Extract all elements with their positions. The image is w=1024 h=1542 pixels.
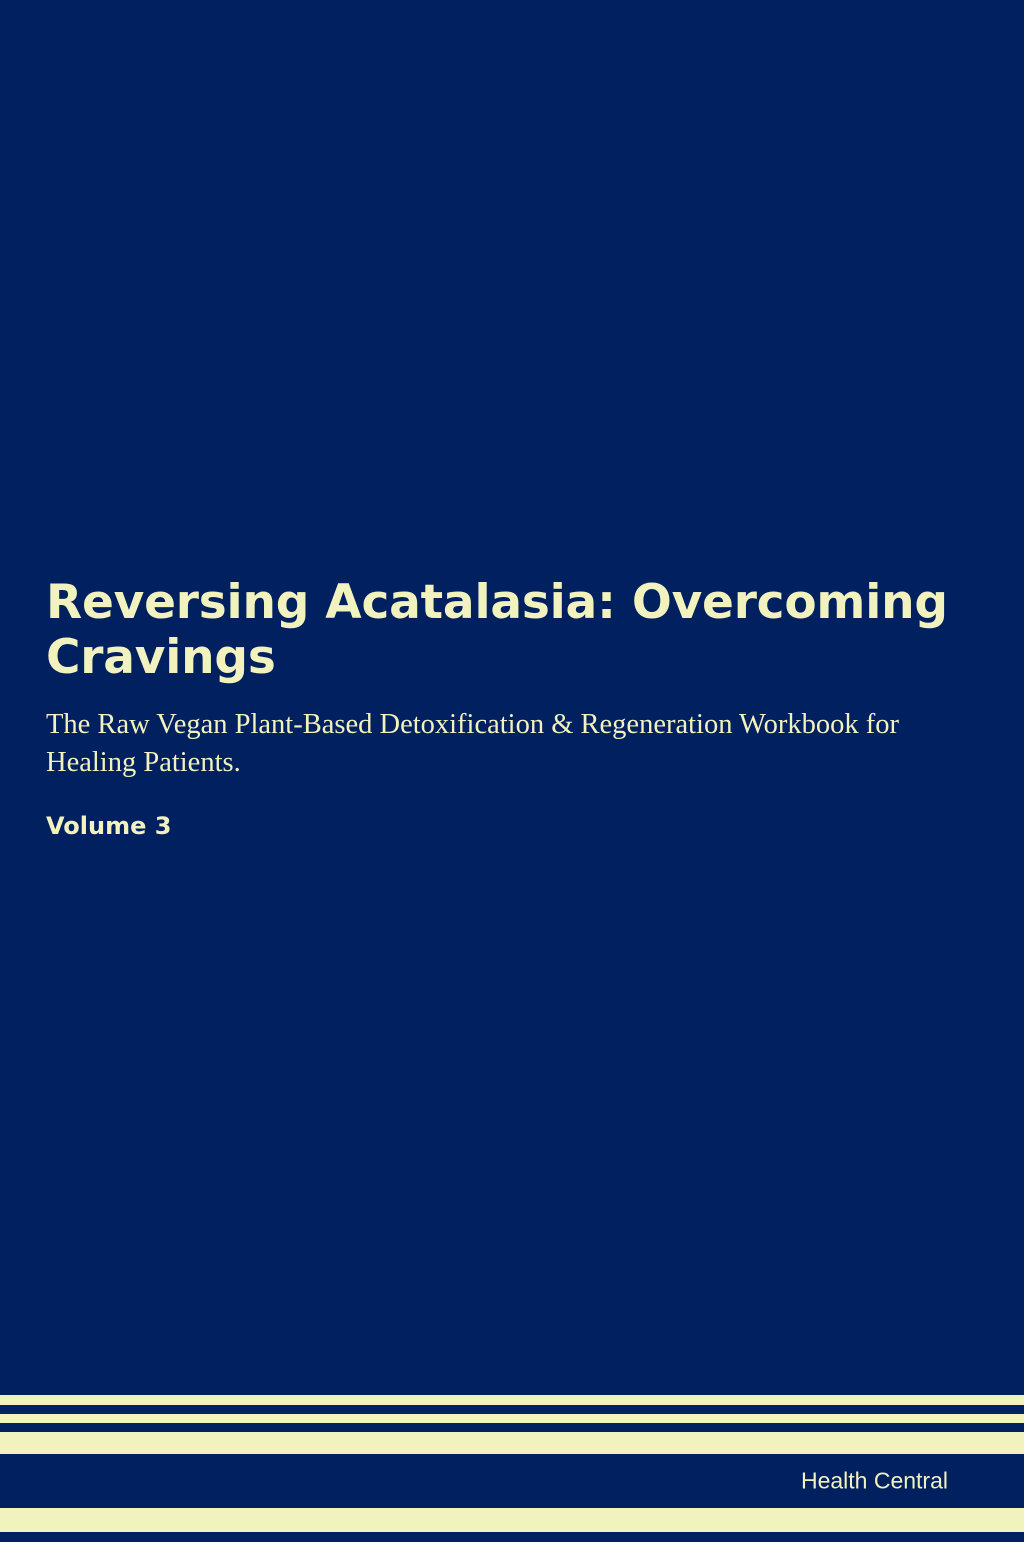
cover-footer-band (0, 1454, 1024, 1508)
cover-title-block (46, 575, 956, 840)
band-cream-1 (0, 1395, 1024, 1405)
page-title: Reversing Acatalasia: Overcoming Cravings (46, 575, 948, 686)
cover-subtitle: The Raw Vegan Plant-Based Detoxification & Regeneration Workbook for Healing Patients. (46, 708, 900, 778)
band-navy-2 (0, 1423, 1024, 1432)
cover-volume-label: Volume 3 (46, 811, 172, 840)
publisher-label: Health Central (800, 1467, 948, 1494)
band-cream-2 (0, 1414, 1024, 1423)
band-cream-4 (0, 1508, 1024, 1532)
band-cream-3 (0, 1432, 1024, 1454)
cover-bottom-bands (0, 1395, 1024, 1542)
band-navy-3 (0, 1532, 1024, 1542)
band-navy-1 (0, 1405, 1024, 1414)
